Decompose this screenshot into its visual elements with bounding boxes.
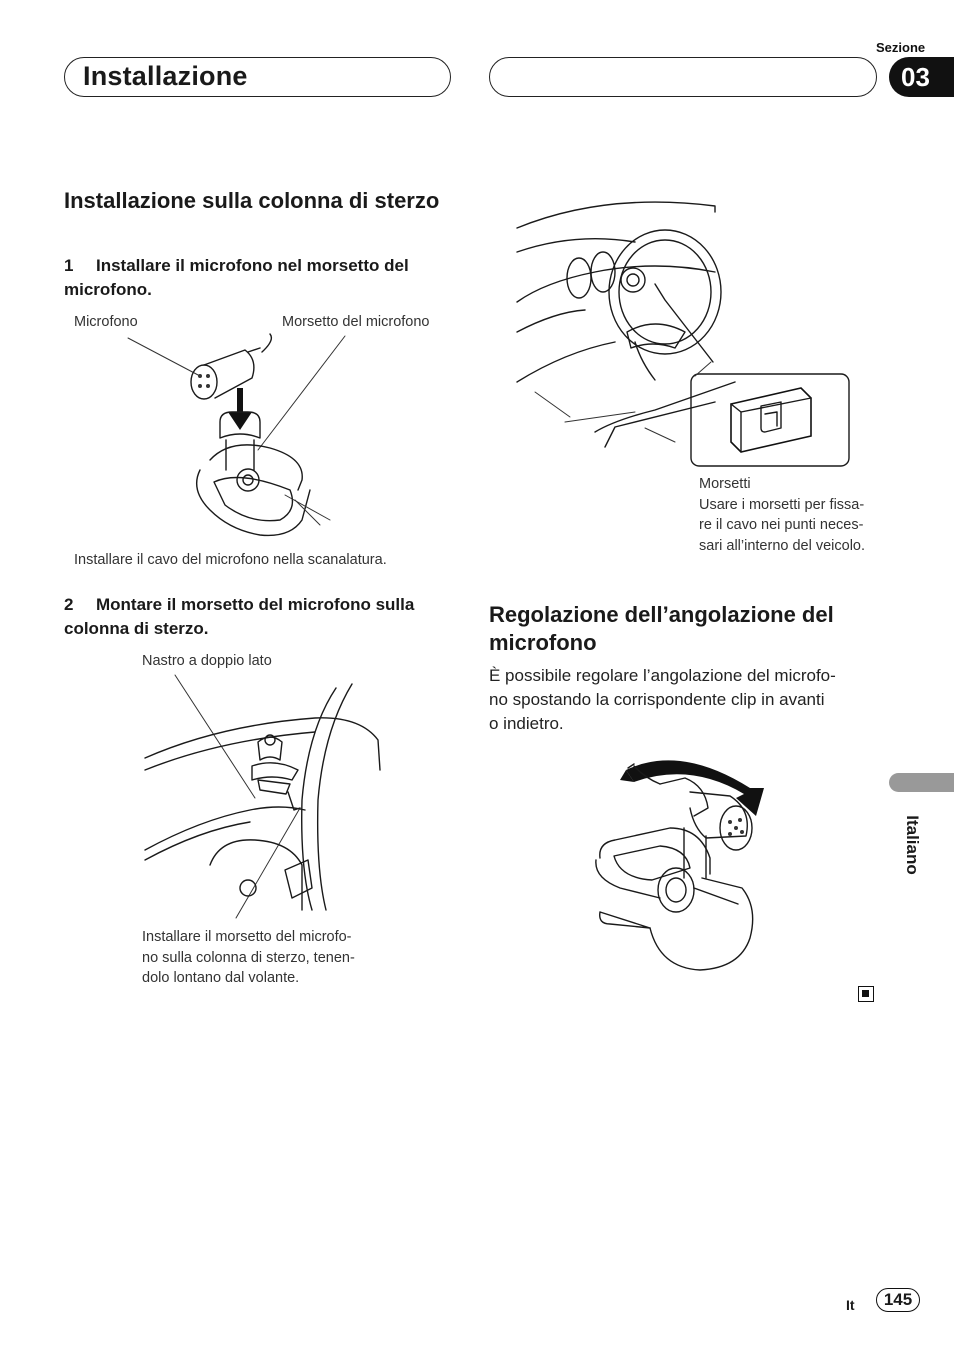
fig1-label-microfono: Microfono [74, 314, 138, 330]
steering-column-illustration [140, 670, 390, 920]
fig2-label-nastro: Nastro a doppio lato [142, 653, 272, 669]
step-1 [64, 254, 454, 302]
step-1-number: 1 [64, 256, 74, 275]
dashboard-clamp-illustration [515, 192, 875, 472]
end-square-icon [858, 986, 874, 1002]
heading-steering-column: Installazione sulla colonna di sterzo [64, 188, 440, 213]
microphone-angle-illustration [590, 748, 770, 978]
fig2-caption: Installare il morsetto del microfo- no sulla colonna di sterzo, tenen- dolo lontano dal volante. [142, 929, 355, 986]
fig1-caption: Installare il cavo del microfono nella scanalatura. [74, 552, 387, 568]
language-label: Italiano [903, 815, 922, 875]
microphone-clip-illustration [120, 330, 420, 550]
header-blank-pill [489, 57, 877, 97]
step-2 [64, 593, 459, 641]
step-1-text: Installare il microfono nel morsetto del microfono. [64, 256, 409, 299]
fig3-caption: Morsetti Usare i morsetti per fissa- re il cavo nei punti neces- sari all’interno del veicolo. [699, 476, 866, 554]
section-badge: 03 [889, 57, 954, 97]
section-label: Sezione [876, 40, 926, 55]
fig1-label-morsetto: Morsetto del microfono [282, 314, 430, 330]
heading-mic-angle: Regolazione dell’angolazione del microfono [489, 602, 834, 655]
page-number: 145 [876, 1288, 920, 1312]
step-2-number: 2 [64, 595, 74, 614]
step-2-text: Montare il morsetto del microfono sulla colonna di sterzo. [64, 595, 415, 638]
title-pill [64, 57, 451, 97]
page-title: Installazione [83, 61, 248, 91]
footer-lang-code: It [846, 1297, 855, 1313]
language-tab [889, 773, 954, 792]
body-mic-angle: È possibile regolare l’angolazione del microfo- no spostando la corrispondente clip in avanti o indietro. [489, 666, 836, 733]
